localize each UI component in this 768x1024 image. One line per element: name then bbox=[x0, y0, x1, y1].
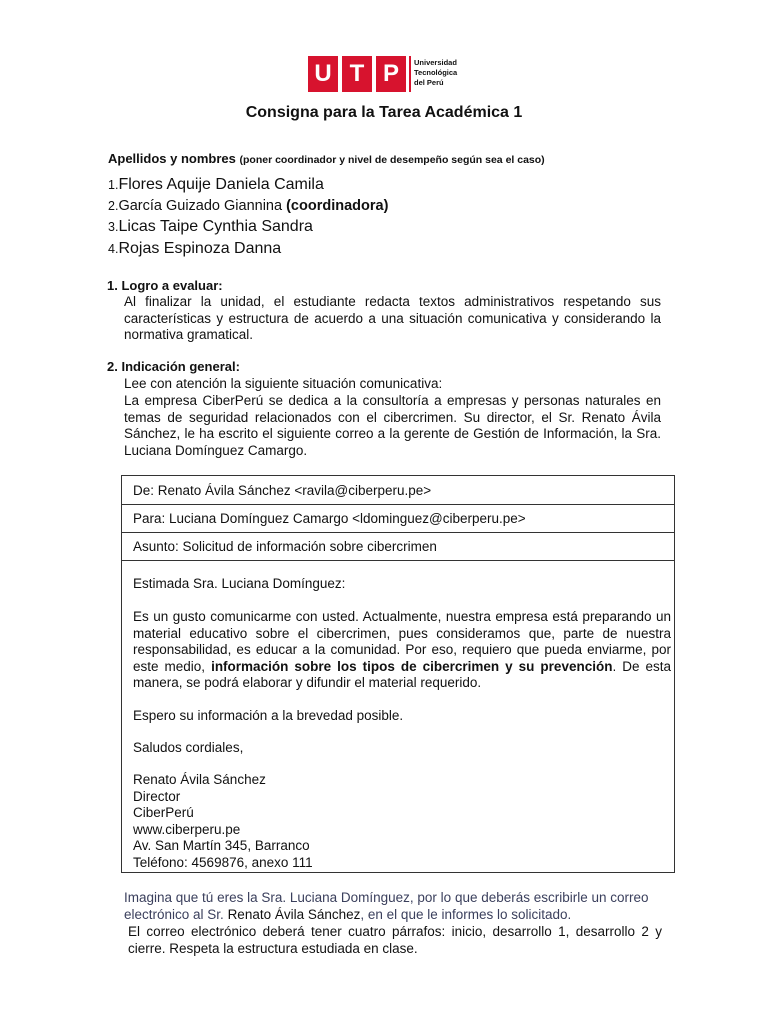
email-signature bbox=[133, 772, 313, 871]
instruction-name: Renato Ávila Sánchez bbox=[227, 907, 361, 922]
member-item: 1.Flores Aquije Daniela Camila bbox=[108, 176, 324, 193]
utp-logo bbox=[308, 56, 468, 94]
section-indicacion-text: La empresa CiberPerú se dedica a la consultoría a empresas y personas naturales en temas de seguridad relacionados con el cibercrimen. Su director, el Sr. Renato Ávila Sánchez, le ha escrito el siguiente correo a la gerente de Gestión de Información, la Sra. Luciana Domínguez Camargo. bbox=[124, 393, 661, 458]
logo-separator bbox=[409, 56, 411, 92]
member-name: García Guizado Giannina bbox=[118, 198, 283, 214]
apellidos-label: Apellidos y nombres bbox=[108, 151, 236, 166]
logo-letter-p: P bbox=[376, 56, 406, 92]
coordinator-tag: (coordinadora) bbox=[286, 198, 389, 214]
document-title: Consigna para la Tarea Académica 1 bbox=[245, 104, 523, 121]
member-name: Flores Aquije Daniela Camila bbox=[118, 176, 324, 193]
email-greeting: Estimada Sra. Luciana Domínguez: bbox=[133, 576, 346, 591]
email-body: Es un gusto comunicarme con usted. Actualmente, nuestra empresa está preparando un material educativo sobre el cibercrimen, pues consideramos que, parte de nuestra responsabilidad, es educar a la comunidad. Por eso, requiero que pueda enviarme, por este medio, información sobre los tipos de cibercrimen y su prevención. De esta manera, se podrá elaborar y difundir el material requerido. bbox=[133, 609, 672, 690]
email-from: De: Renato Ávila Sánchez <ravila@ciberperu.pe> bbox=[122, 476, 674, 505]
apellidos-heading bbox=[108, 151, 545, 166]
member-name: Licas Taipe Cynthia Sandra bbox=[118, 218, 313, 235]
member-item: 4.Rojas Espinoza Danna bbox=[108, 240, 282, 257]
email-box bbox=[121, 475, 675, 873]
member-item: 2.García Guizado Giannina (coordinadora) bbox=[108, 198, 389, 214]
email-body-bold: información sobre los tipos de cibercrimen y su prevención bbox=[211, 658, 613, 674]
signature-line: CiberPerú bbox=[133, 805, 194, 820]
member-name: Rojas Espinoza Danna bbox=[118, 240, 282, 257]
email-closing-1: Espero su información a la brevedad posible. bbox=[133, 708, 404, 723]
signature-line: Director bbox=[133, 788, 181, 804]
signature-line: Renato Ávila Sánchez bbox=[133, 772, 266, 787]
signature-line: Teléfono: 4569876, anexo 111 bbox=[133, 854, 313, 870]
signature-line: Av. San Martín 345, Barranco bbox=[133, 838, 310, 853]
instruction-text: Imagina que tú eres la Sra. Luciana Domínguez, por lo que deberás escribirle un correo electrónico al Sr. Renato Ávila Sánchez, en el que le informes lo solicitado. bbox=[124, 890, 649, 922]
logo-university-name: Universidad Tecnológica del Perú bbox=[414, 58, 458, 87]
section-logro-text: Al finalizar la unidad, el estudiante redacta textos administrativos respetando sus características y estructura de acuerdo a una situación comunicativa y considerando la normativa gramatical. bbox=[124, 294, 661, 342]
section-indicacion-line1: Lee con atención la siguiente situación comunicativa: bbox=[124, 376, 443, 391]
logo-letter-t: T bbox=[342, 56, 372, 92]
final-note: El correo electrónico deberá tener cuatro párrafos: inicio, desarrollo 1, desarrollo 2 y cierre. Respeta la estructura estudiada en clase. bbox=[128, 924, 662, 956]
email-to: Para: Luciana Domínguez Camargo <ldominguez@ciberperu.pe> bbox=[122, 505, 674, 533]
section-logro-heading: 1. Logro a evaluar: bbox=[107, 278, 223, 293]
email-subject: Asunto: Solicitud de información sobre cibercrimen bbox=[122, 533, 674, 561]
member-item: 3.Licas Taipe Cynthia Sandra bbox=[108, 218, 313, 235]
email-closing-2: Saludos cordiales, bbox=[133, 740, 244, 755]
apellidos-note: (poner coordinador y nivel de desempeño según sea el caso) bbox=[239, 154, 545, 166]
signature-line: www.ciberperu.pe bbox=[133, 821, 241, 837]
logo-letter-u: U bbox=[308, 56, 338, 92]
section-indicacion-heading: 2. Indicación general: bbox=[107, 359, 240, 374]
